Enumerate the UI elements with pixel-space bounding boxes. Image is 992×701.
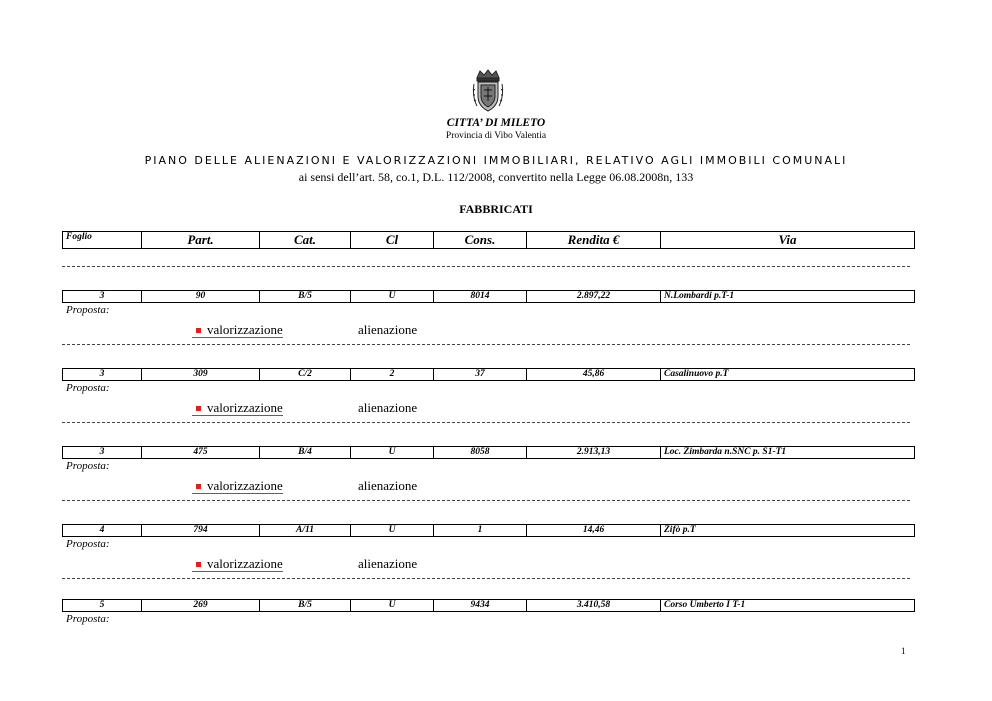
cell-rendita: 3.410,58 bbox=[527, 600, 661, 612]
selected-marker-icon bbox=[196, 328, 201, 333]
cell-cl: 2 bbox=[351, 369, 434, 381]
cell-part: 309 bbox=[142, 369, 260, 381]
selected-marker-icon bbox=[196, 406, 201, 411]
proposta-label: Proposta: bbox=[66, 613, 110, 625]
table-row bbox=[62, 368, 915, 381]
cell-foglio: 3 bbox=[63, 291, 142, 303]
cell-cons: 37 bbox=[434, 369, 527, 381]
option-alienazione[interactable]: alienazione bbox=[358, 322, 418, 337]
option-valorizzazione[interactable] bbox=[192, 478, 283, 494]
document-subtitle: ai sensi dell’art. 58, co.1, D.L. 112/2008, convertito nella Legge 06.08.2008n, 133 bbox=[298, 170, 694, 184]
table-row bbox=[62, 524, 915, 537]
cell-cl: U bbox=[351, 291, 434, 303]
section-title: FABBRICATI bbox=[459, 202, 533, 216]
header-foglio: Foglio bbox=[63, 232, 142, 249]
cell-cons: 1 bbox=[434, 525, 527, 537]
option-alienazione[interactable]: alienazione bbox=[358, 556, 418, 571]
table-row bbox=[62, 290, 915, 303]
proposta-label: Proposta: bbox=[66, 382, 110, 394]
proposta-label: Proposta: bbox=[66, 538, 110, 550]
document-title: PIANO DELLE ALIENAZIONI E VALORIZZAZIONI IMMOBILIARI, RELATIVO AGLI IMMOBILI COMUNALI bbox=[144, 154, 848, 167]
cell-cons: 8014 bbox=[434, 291, 527, 303]
option-label: valorizzazione bbox=[207, 478, 283, 493]
option-label: valorizzazione bbox=[207, 556, 283, 571]
cell-via: Loc. Zimbarda n.SNC p. S1-T1 bbox=[661, 447, 915, 459]
cell-foglio: 3 bbox=[63, 369, 142, 381]
cell-rendita: 45,86 bbox=[527, 369, 661, 381]
cell-foglio: 4 bbox=[63, 525, 142, 537]
header-cons: Cons. bbox=[434, 232, 527, 249]
cell-part: 90 bbox=[142, 291, 260, 303]
header-cl: Cl bbox=[351, 232, 434, 249]
city-crest-logo bbox=[471, 68, 505, 114]
city-name: CITTA’ DI MILETO bbox=[446, 117, 546, 129]
proposta-label: Proposta: bbox=[66, 304, 110, 316]
cell-rendita: 2.913,13 bbox=[527, 447, 661, 459]
header-rendita: Rendita € bbox=[527, 232, 661, 249]
cell-part: 794 bbox=[142, 525, 260, 537]
cell-via: Zifò p.T bbox=[661, 525, 915, 537]
cell-via: N.Lombardi p.T-1 bbox=[661, 291, 915, 303]
cell-via: Casalinuovo p.T bbox=[661, 369, 915, 381]
cell-cons: 9434 bbox=[434, 600, 527, 612]
divider bbox=[62, 344, 910, 345]
cell-cl: U bbox=[351, 525, 434, 537]
header-part: Part. bbox=[142, 232, 260, 249]
cell-cat: A/11 bbox=[260, 525, 351, 537]
cell-cat: B/5 bbox=[260, 291, 351, 303]
divider bbox=[62, 578, 910, 579]
cell-foglio: 3 bbox=[63, 447, 142, 459]
option-alienazione[interactable]: alienazione bbox=[358, 400, 418, 415]
table-row bbox=[62, 599, 915, 612]
page-number: 1 bbox=[901, 646, 906, 656]
option-valorizzazione[interactable] bbox=[192, 322, 283, 338]
option-valorizzazione[interactable] bbox=[192, 400, 283, 416]
divider bbox=[62, 500, 910, 501]
proposta-label: Proposta: bbox=[66, 460, 110, 472]
selected-marker-icon bbox=[196, 562, 201, 567]
table-row bbox=[62, 446, 915, 459]
option-label: valorizzazione bbox=[207, 322, 283, 337]
header-via: Via bbox=[661, 232, 915, 249]
divider bbox=[62, 266, 910, 267]
cell-via: Corso Umberto I T-1 bbox=[661, 600, 915, 612]
cell-part: 475 bbox=[142, 447, 260, 459]
divider bbox=[62, 422, 910, 423]
cell-part: 269 bbox=[142, 600, 260, 612]
cell-rendita: 2.897,22 bbox=[527, 291, 661, 303]
cell-cons: 8058 bbox=[434, 447, 527, 459]
cell-cl: U bbox=[351, 600, 434, 612]
cell-cl: U bbox=[351, 447, 434, 459]
option-alienazione[interactable]: alienazione bbox=[358, 478, 418, 493]
province-name: Provincia di Vibo Valentia bbox=[445, 131, 547, 141]
header-cat: Cat. bbox=[260, 232, 351, 249]
selected-marker-icon bbox=[196, 484, 201, 489]
cell-rendita: 14,46 bbox=[527, 525, 661, 537]
column-header-table bbox=[62, 231, 915, 249]
cell-cat: B/5 bbox=[260, 600, 351, 612]
cell-foglio: 5 bbox=[63, 600, 142, 612]
cell-cat: B/4 bbox=[260, 447, 351, 459]
option-valorizzazione[interactable] bbox=[192, 556, 283, 572]
cell-cat: C/2 bbox=[260, 369, 351, 381]
option-label: valorizzazione bbox=[207, 400, 283, 415]
